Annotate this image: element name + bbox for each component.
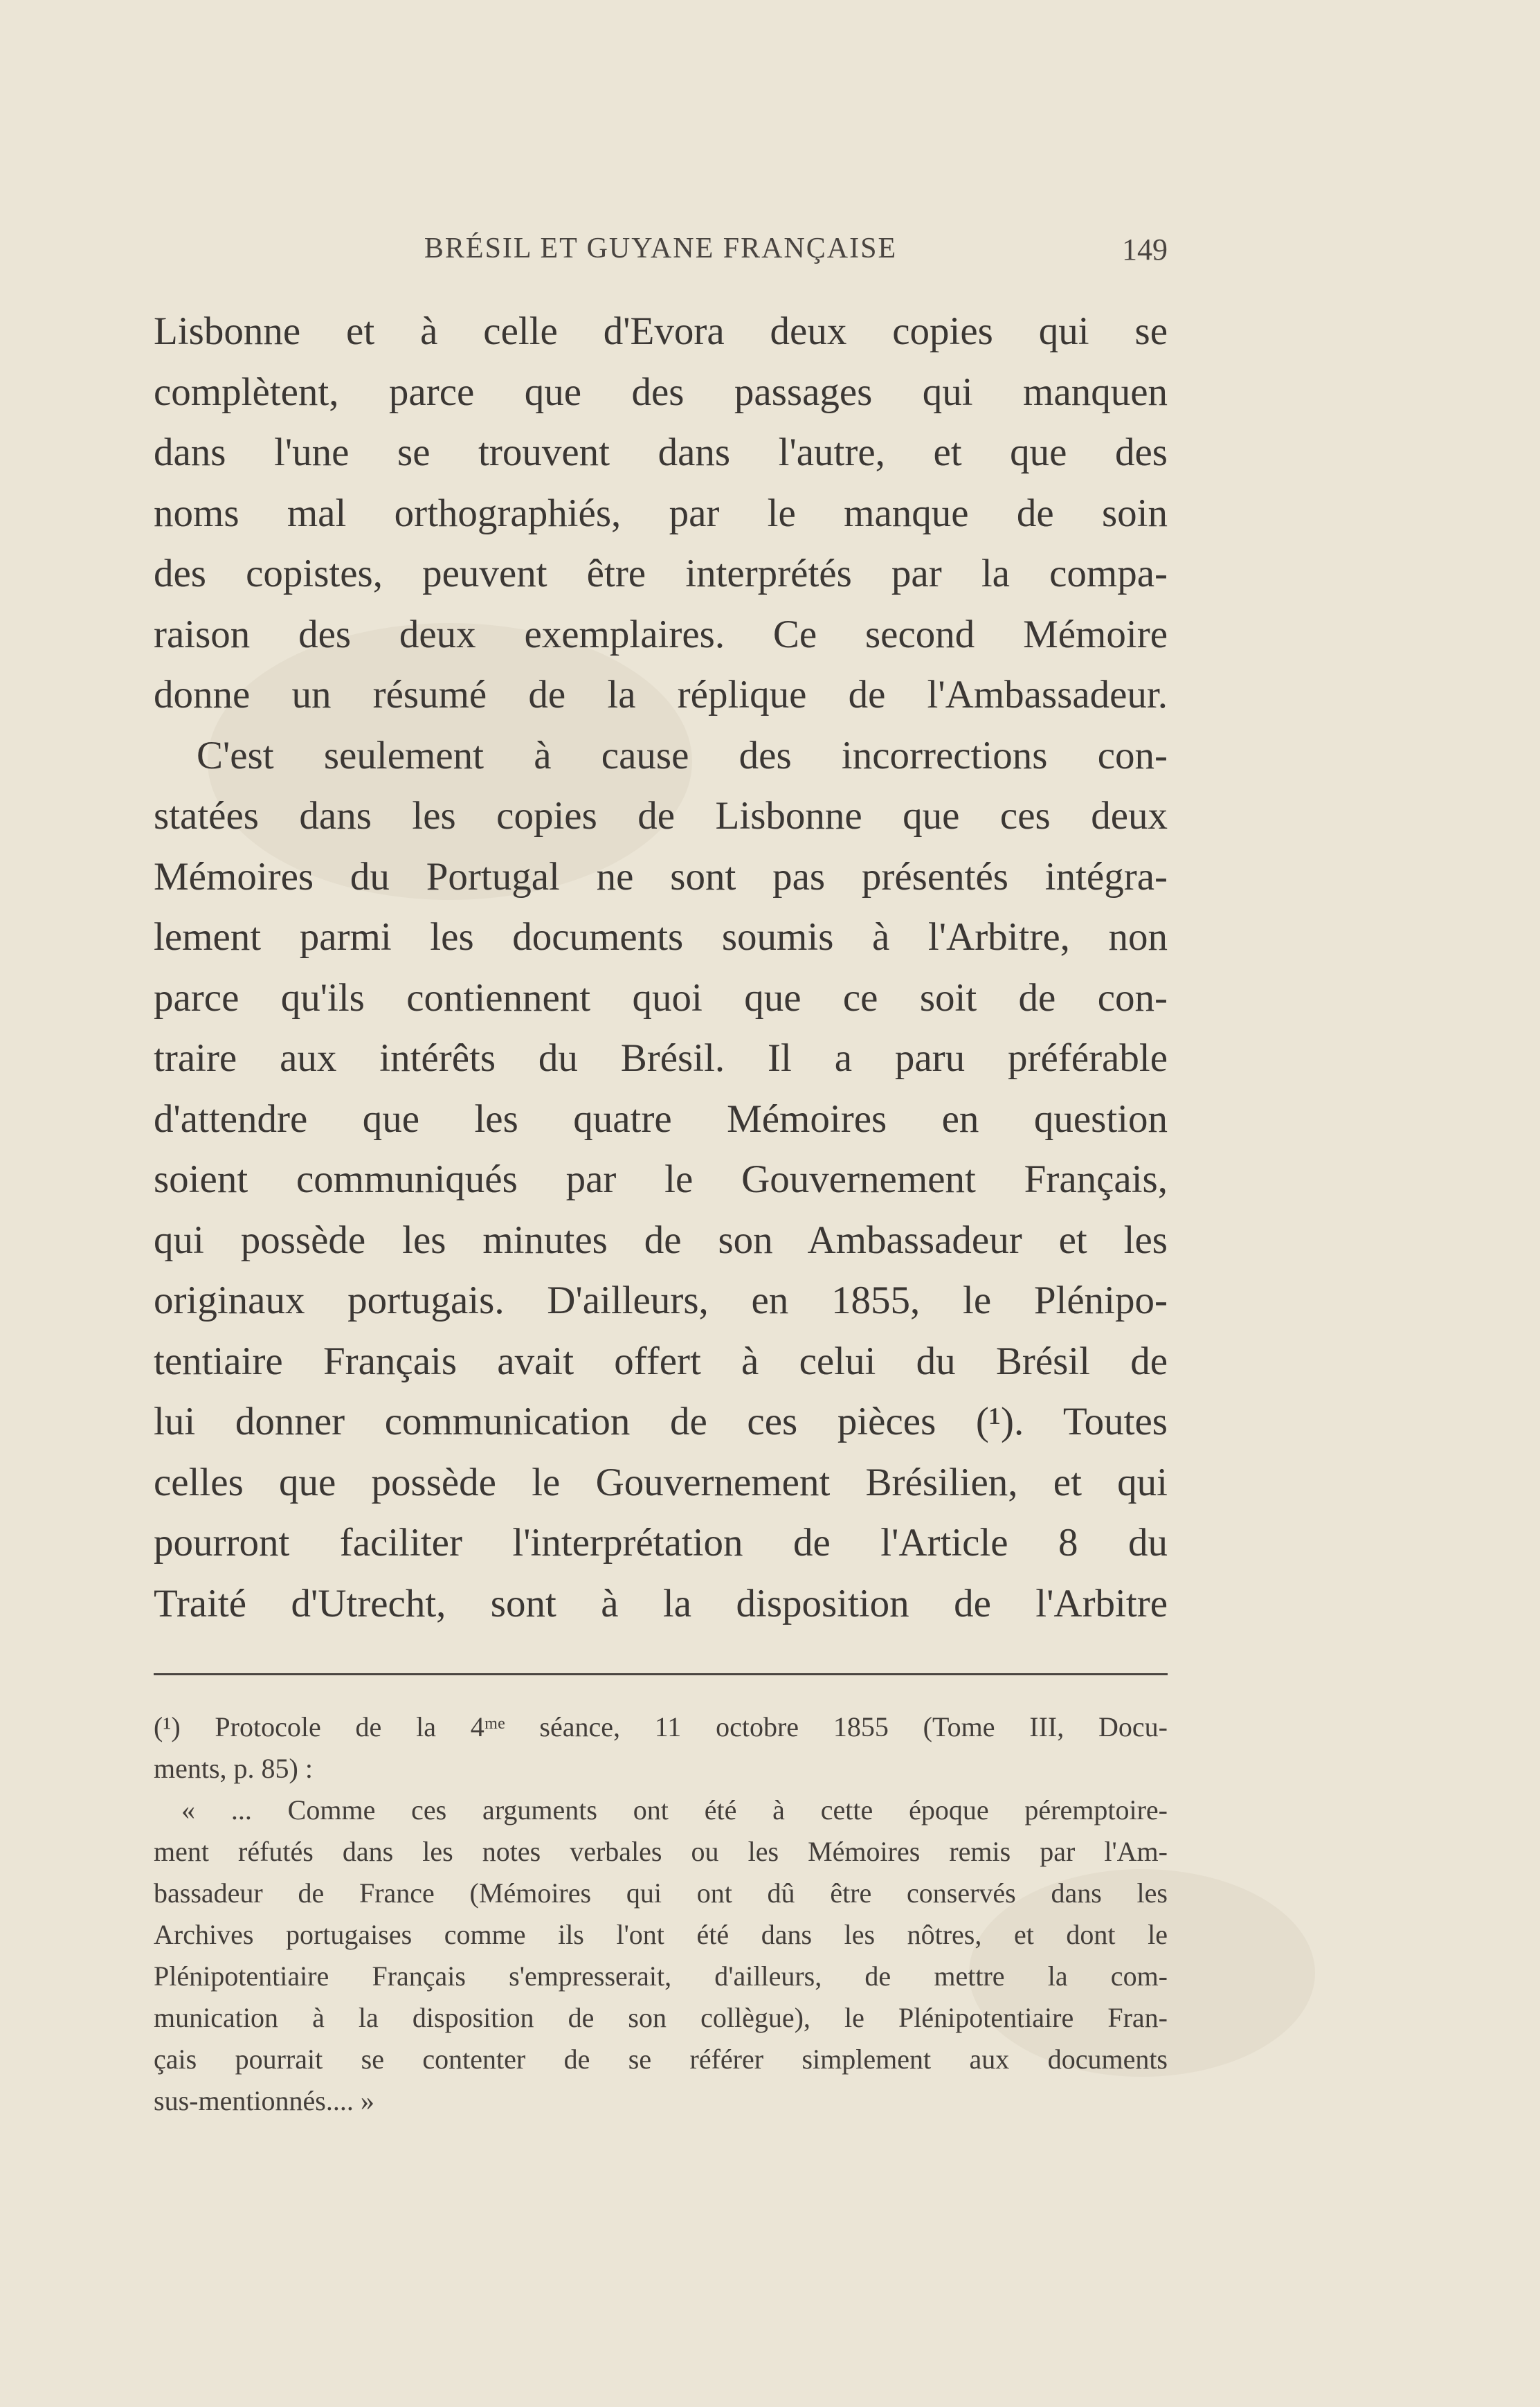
text-line: Mémoires du Portugal ne sont pas présentés intégra-	[154, 854, 1168, 899]
footnote-line: Plénipotentiaire Français s'empresserait, d'ailleurs, de mettre la com-	[154, 1960, 1168, 1992]
text-line: Lisbonne et à celle d'Evora deux copies qui se	[154, 309, 1168, 353]
footnote	[154, 1706, 1168, 2122]
text-line: complètent, parce que des passages qui manquen	[154, 370, 1168, 414]
text-line: qui possède les minutes de son Ambassadeur et les	[154, 1218, 1168, 1262]
main-text	[154, 301, 1168, 1634]
text-line: lui donner communication de ces pièces (¹). Toutes	[154, 1400, 1168, 1443]
running-title: BRÉSIL ET GUYANE FRANÇAISE	[424, 233, 898, 264]
text-line: statées dans les copies de Lisbonne que ces deux	[154, 794, 1168, 838]
footnote-line: ments, p. 85) :	[154, 1753, 313, 1784]
page-number: 149	[1122, 233, 1168, 267]
text-line: lement parmi les documents soumis à l'Arbitre, non	[154, 915, 1168, 959]
text-line: donne un résumé de la réplique de l'Ambassadeur.	[154, 673, 1168, 716]
text-line: celles que possède le Gouvernement Brésilien, et qui	[154, 1460, 1168, 1504]
text-line: parce qu'ils contiennent quoi que ce soit de con-	[154, 975, 1168, 1020]
running-header	[154, 232, 1168, 280]
text-line: traire aux intérêts du Brésil. Il a paru préférable	[154, 1036, 1168, 1080]
text-line: Traité d'Utrecht, sont à la disposition de l'Arbitre	[154, 1581, 1168, 1625]
text-line: noms mal orthographiés, par le manque de soin	[154, 491, 1168, 535]
text-line: soient communiqués par le Gouvernement Français,	[154, 1157, 1168, 1201]
footnote-line: (¹) Protocole de la 4ᵐᵉ séance, 11 octobre 1855 (Tome III, Docu-	[154, 1711, 1168, 1742]
footnote-line: çais pourrait se contenter de se référer simplement aux documents	[154, 2044, 1168, 2075]
text-line: pourront faciliter l'interprétation de l'Article 8 du	[154, 1521, 1168, 1565]
footnote-line: « ... Comme ces arguments ont été à cette époque péremptoire-	[181, 1794, 1168, 1825]
text-line: des copistes, peuvent être interprétés par la compa-	[154, 552, 1168, 595]
text-line: tentiaire Français avait offert à celui du Brésil de	[154, 1339, 1168, 1383]
text-line: d'attendre que les quatre Mémoires en question	[154, 1097, 1168, 1141]
text-line: raison des deux exemplaires. Ce second Mémoire	[154, 612, 1168, 656]
footnote-line: munication à la disposition de son collègue), le Plénipotentiaire Fran-	[154, 2002, 1168, 2033]
footnote-line: bassadeur de France (Mémoires qui ont dû être conservés dans les	[154, 1877, 1168, 1909]
footnote-line: ment réfutés dans les notes verbales ou les Mémoires remis par l'Am-	[154, 1836, 1168, 1867]
text-line: originaux portugais. D'ailleurs, en 1855, le Plénipo-	[154, 1279, 1168, 1322]
text-line: C'est seulement à cause des incorrections con-	[197, 733, 1168, 777]
footnote-line: sus-mentionnés.... »	[154, 2085, 374, 2116]
footnote-rule	[154, 1673, 1168, 1675]
footnote-line: Archives portugaises comme ils l'ont été dans les nôtres, et dont le	[154, 1919, 1168, 1950]
text-line: dans l'une se trouvent dans l'autre, et que des	[154, 431, 1168, 474]
